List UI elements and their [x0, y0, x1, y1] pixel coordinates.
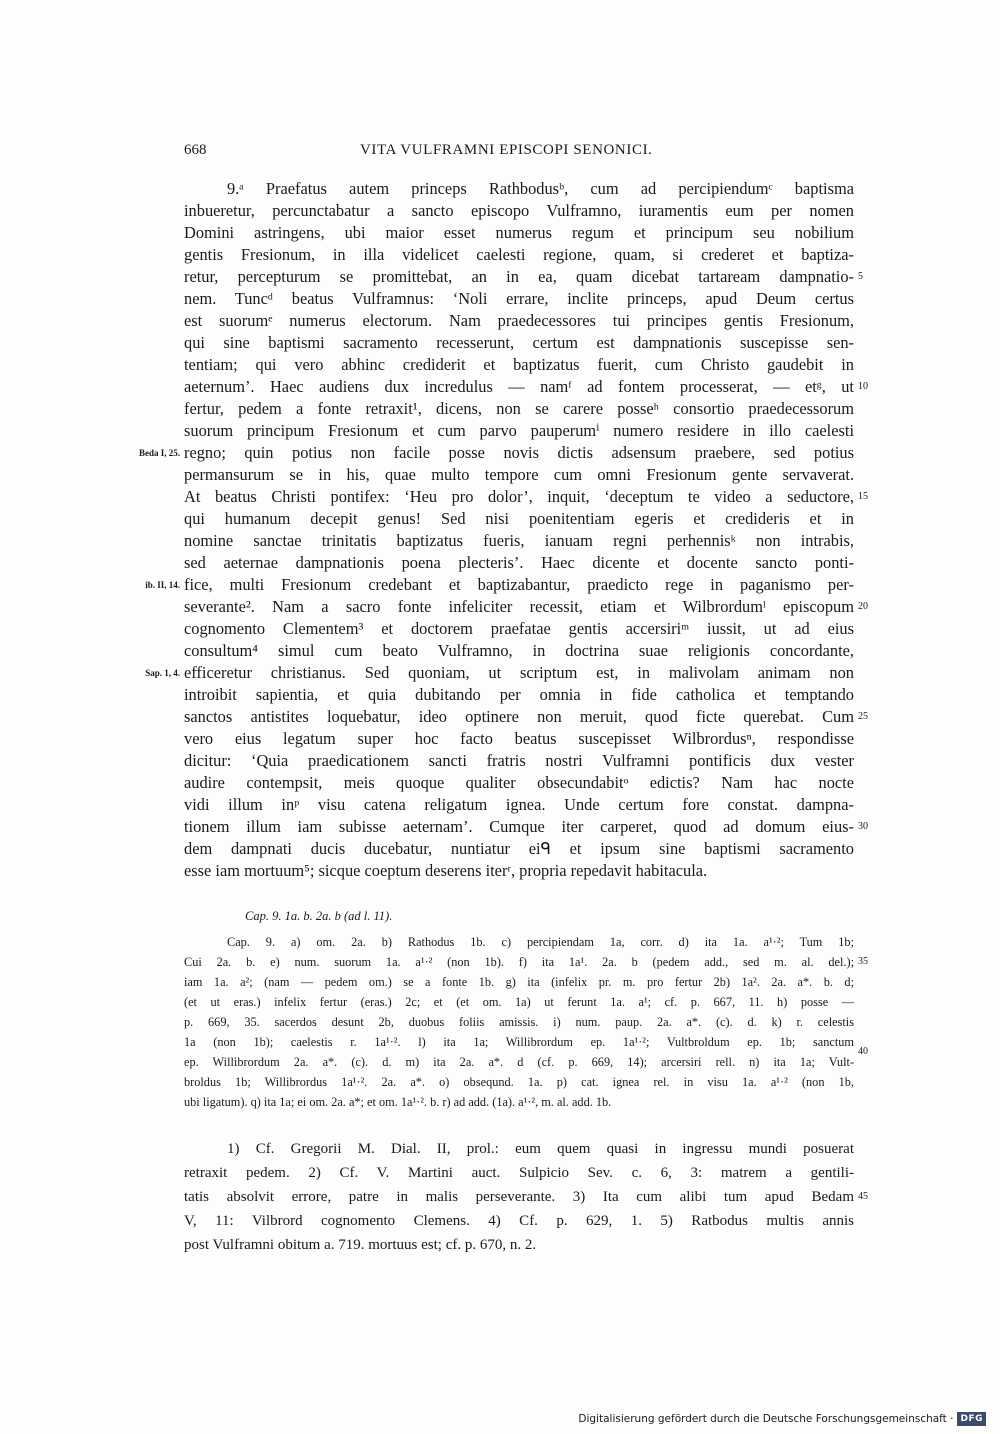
apparatus-line: p. 669, 35. sacerdos desunt 2b, duobus foliis amissis. i) num. paup. 2a. a*. (c). d. k) r. celestis: [184, 1015, 854, 1029]
body-line: suorum principum Fresionum et cum parvo pauperumⁱ numero residere in illo caelesti: [184, 421, 854, 440]
footnote-line: post Vulframni obitum a. 719. mortuus est; cf. p. 670, n. 2.: [184, 1237, 537, 1253]
body-line: nomine sanctae trinitatis baptizatus fueris, ianuam regni perhennisᵏ non intrabis,: [184, 531, 854, 550]
body-line: efficeretur christianus. Sed quoniam, ut scriptum est, in malivolam animam non: [184, 663, 854, 682]
digitization-credit: [578, 1411, 986, 1427]
body-line: inbueretur, percunctabatur a sancto episcopo Vulframno, iuramentis eum per nomen: [184, 201, 854, 220]
line-number: 10: [858, 381, 868, 392]
body-line: vero eius legatum super hoc facto beatus suscepisset Wilbrordusⁿ, respondisse: [184, 729, 854, 748]
body-line: est suorumᵉ numerus electorum. Nam praedecessores tui principes gentis Fresionum,: [184, 311, 854, 330]
apparatus-line: Cui 2a. b. e) num. suorum 1a. a¹·² (non 1b). f) ita 1a¹. 2a. b (pedem add., sed m. al. del.);: [184, 955, 854, 969]
body-line: nem. Tuncᵈ beatus Vulframnus: ‘Noli errare, inclite princeps, apud Deum certus: [184, 289, 854, 308]
apparatus-line: iam 1a. a²; (nam — pedem om.) se a fonte 1b. g) ita (infelix pr. m. pro fertur 2b) 1a². 2a. a*. b. d;: [184, 975, 854, 989]
body-line: fice, multi Fresionum credebant et baptizabantur, praedicto rege in paganismo per-: [184, 575, 854, 594]
body-line: consultum⁴ simul cum beato Vulframno, in doctrina suae religionis concordante,: [184, 641, 854, 660]
body-line: 9.ᵃ Praefatus autem princeps Rathbodusᵇ, cum ad percipiendumᶜ baptisma: [227, 179, 854, 198]
body-line: esse iam mortuum⁵; sicque coeptum deserens iterʳ, propria repedavit habitacula.: [184, 861, 708, 880]
apparatus-line: ep. Willibrordum 2a. a*. (c). d. m) ita 2a. a*. d (cf. p. 669, 14); arcersiri rell. n) ita 1a; Vult-: [184, 1055, 854, 1069]
body-line: vidi illum inᵖ visu catena religatum ignea. Unde certum fore constat. dampna-: [184, 795, 854, 814]
line-number: 25: [858, 711, 868, 722]
body-line: Domini astringens, ubi maior esset numerus regum et principum seu nobilium: [184, 223, 854, 242]
page-header: [184, 142, 854, 166]
body-line: gentis Fresionum, in illa videlicet caelesti regione, quam, si crederet et baptiza-: [184, 245, 854, 264]
footnote-line: retraxit pedem. 2) Cf. V. Martini auct. Sulpicio Sev. c. 6, 3: matrem a gentili-: [184, 1165, 854, 1181]
body-line: fertur, pedem a fonte retraxit¹, dicens, non se carere posseʰ consortio praedecessorum: [184, 399, 854, 418]
body-line: tionem illum iam subisse aeternam’. Cumque iter carperet, quod ad domum eius-: [184, 817, 854, 836]
body-line: qui sine baptismi sacramento recesserunt, certum est dampnationis suscepisse sen-: [184, 333, 854, 352]
line-number: 45: [858, 1191, 868, 1202]
body-line: tentiam; qui vero abhinc crediderit et baptizatus fuerit, cum Christo gaudebit in: [184, 355, 854, 374]
line-number: 15: [858, 491, 868, 502]
body-line: dicitur: ‘Quia praedicationem sancti fratris nostri Vulframni pontificis dux vester: [184, 751, 854, 770]
apparatus-line: (et ut eras.) infelix fertur (eras.) 2c; et (et om. 1a) ut ferunt 1a. a¹; cf. p. 667, 11. h) posse —: [184, 995, 854, 1009]
body-line: severante². Nam a sacro fonte infeliciter recessit, etiam et Wilbrordumˡ episcopum: [184, 597, 854, 616]
credit-text: Digitalisierung gefördert durch die Deutsche Forschungsgemeinschaft ·: [578, 1413, 954, 1425]
line-number: 5: [858, 271, 863, 282]
marginal-reference: Sap. 1, 4.: [145, 668, 180, 678]
footnote-line: tatis absolvit errore, patre in malis perseverante. 3) Ita cum alibi tum apud Bedam: [184, 1189, 854, 1205]
body-line: regno; quin potius non facile posse novis dictis adsensum praebere, sed potius: [184, 443, 854, 462]
dfg-logo: DFG: [957, 1412, 986, 1426]
marginal-reference: Beda I, 25.: [138, 448, 180, 458]
apparatus-line: broldus 1b; Willibrordus 1a¹·². 2a. a*. o) obseqund. 1a. p) cat. ignea rel. in visu 1a. a¹·² (non 1b,: [184, 1075, 854, 1089]
body-line: sanctos antistites loquebatur, ideo optinere non meruit, quod ficte querebat. Cum: [184, 707, 854, 726]
line-number: 30: [858, 821, 868, 832]
apparatus-line: 1a (non 1b); caelestis r. 1a¹·². l) ita 1a; Willibrordum ep. 1a¹·²; Vultbroldum ep. 1b; sanctum: [184, 1035, 854, 1049]
apparatus-line: Cap. 9. a) om. 2a. b) Rathodus 1b. c) percipiendam 1a, corr. d) ita 1a. a¹·²; Tum 1b;: [227, 935, 854, 949]
body-line: dem dampnati ducis ducebatur, nuntiatur eiᑫ et ipsum sine baptismi sacramento: [184, 839, 854, 858]
apparatus-heading: Cap. 9. 1a. b. 2a. b (ad l. 11).: [245, 909, 393, 923]
body-line: permansurum se in his, quae multo tempore cum omni Fresionum gente servaverat.: [184, 465, 854, 484]
running-title: VITA VULFRAMNI EPISCOPI SENONICI.: [360, 142, 653, 158]
apparatus-line: ubi ligatum). q) ita 1a; ei om. 2a. a*; et om. 1a¹·². b. r) ad add. (1a). a¹·², m. al. add. 1b.: [184, 1095, 612, 1109]
line-number: 20: [858, 601, 868, 612]
body-line: aeternum’. Haec audiens dux incredulus — namᶠ ad fontem processerat, — etᵍ, ut: [184, 377, 854, 396]
footnote-line: 1) Cf. Gregorii M. Dial. II, prol.: eum quem quasi in ingressu mundi posuerat: [227, 1141, 854, 1157]
marginal-reference: ib. II, 14.: [145, 580, 180, 590]
body-line: cognomento Clementem³ et doctorem praefatae gentis accersiriᵐ iussit, ut ad eius: [184, 619, 854, 638]
page-number: 668: [184, 142, 207, 158]
body-line: introibit sapientia, et quia dubitando per omnia in fide catholica et temptando: [184, 685, 854, 704]
line-number: 40: [858, 1046, 868, 1057]
body-line: qui humanum decepit genus! Sed nisi poenitentiam egeris et credideris et in: [184, 509, 854, 528]
body-line: At beatus Christi pontifex: ‘Heu pro dolor’, inquit, ‘deceptum te video a seductore,: [184, 487, 854, 506]
line-number: 35: [858, 956, 868, 967]
body-line: audire contempsit, meis quoque qualiter obsecundabitᵒ edictis? Nam hac nocte: [184, 773, 854, 792]
body-line: sed aeternae dampnationis poena plecteris’. Haec dicente et docente sancto ponti-: [184, 553, 854, 572]
footnote-line: V, 11: Vilbrord cognomento Clemens. 4) Cf. p. 629, 1. 5) Ratbodus multis annis: [184, 1213, 854, 1229]
body-line: retur, percepturum se promittebat, an in ea, quam dicebat tartaream dampnatio-: [184, 267, 854, 286]
